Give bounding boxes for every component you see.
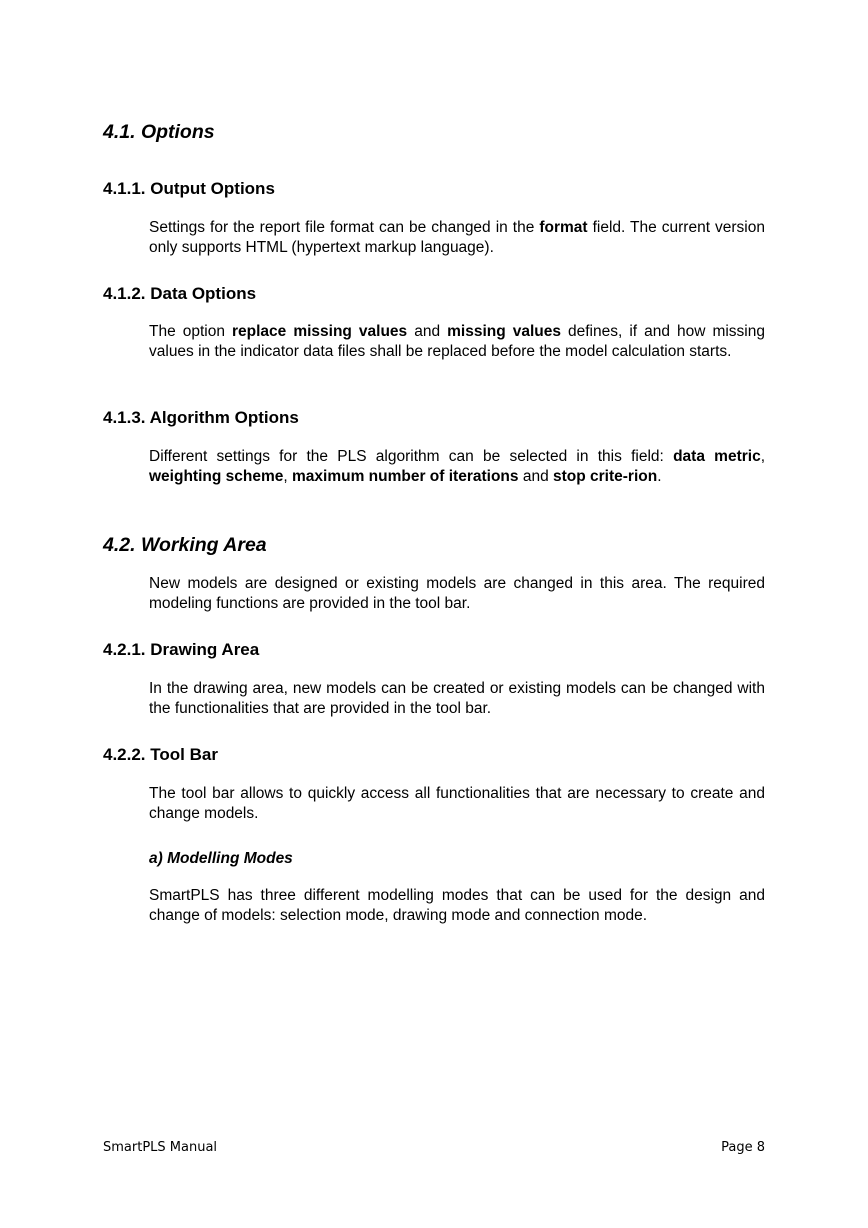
paragraph-output-options [149, 218, 765, 258]
bold-term-stop-criterion: stop crite-rion [553, 468, 658, 485]
text-run: and [518, 468, 553, 485]
section-heading-options: 4.1. Options [103, 121, 215, 143]
section-heading-working-area: 4.2. Working Area [103, 534, 267, 556]
section-heading-data-options: 4.1.2. Data Options [103, 284, 257, 303]
section-heading-output-options: 4.1.1. Output Options [103, 179, 275, 198]
paragraph-algorithm-options [149, 447, 765, 487]
bold-term-data-metric: data metric [673, 448, 761, 465]
footer-manual-title: SmartPLS Manual [103, 1140, 218, 1155]
text-run: , [760, 448, 765, 465]
section-heading-algorithm-options: 4.1.3. Algorithm Options [103, 408, 299, 427]
bold-term-missing-values: missing values [447, 323, 561, 340]
text-run: The option [149, 323, 232, 340]
text-run: Different settings for the PLS algorithm can be selected in this field: [149, 448, 674, 465]
footer-page-number: Page 8 [721, 1140, 765, 1155]
text-run: field. The current version only supports HTML (hypertext markup language). [149, 219, 765, 256]
bold-term-replace-missing-values: replace missing values [232, 323, 408, 340]
text-run: and [407, 323, 448, 340]
paragraph-working-area: New models are designed or existing models are changed in this area. The required modeling functions are provided in the tool bar. [149, 575, 765, 612]
bold-term-weighting-scheme: weighting scheme [149, 468, 284, 485]
text-run: Settings for the report file format can be changed in the [149, 219, 540, 236]
subheading-modelling-modes: a) Modelling Modes [149, 850, 293, 867]
text-run: , [283, 468, 292, 485]
paragraph-drawing-area: In the drawing area, new models can be created or existing models can be changed with the functionalities that are provided in the tool bar. [149, 680, 765, 717]
paragraph-tool-bar: The tool bar allows to quickly access all functionalities that are necessary to create and change models. [149, 785, 765, 822]
paragraph-data-options [149, 322, 765, 362]
text-run: defines, if and how missing values in the indicator data files shall be replaced before the model calculation starts. [149, 323, 765, 360]
section-heading-drawing-area: 4.2.1. Drawing Area [103, 640, 260, 659]
paragraph-modelling-modes: SmartPLS has three different modelling modes that can be used for the design and change of models: selection mode, drawing mode and connection mode. [149, 887, 765, 924]
section-heading-tool-bar: 4.2.2. Tool Bar [103, 745, 218, 764]
bold-term-format: format [539, 219, 588, 236]
text-run: . [657, 468, 662, 485]
bold-term-max-iterations: maximum number of iterations [292, 468, 519, 485]
